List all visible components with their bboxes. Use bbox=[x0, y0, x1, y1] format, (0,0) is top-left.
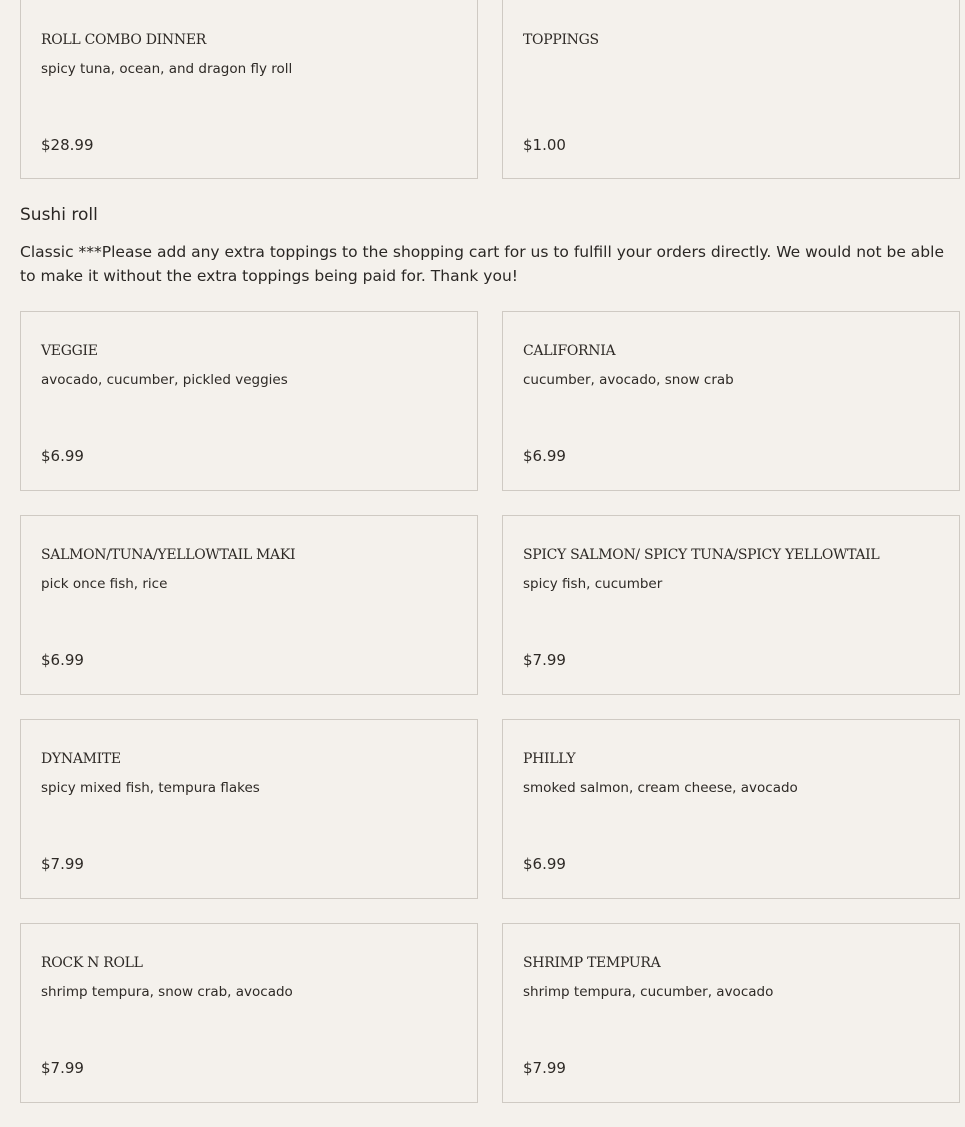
menu-item-price: $7.99 bbox=[523, 651, 566, 669]
menu-item-price: $6.99 bbox=[41, 651, 84, 669]
menu-item-description: spicy tuna, ocean, and dragon fly roll bbox=[41, 61, 293, 77]
menu-item-price: $28.99 bbox=[41, 136, 94, 154]
menu-item-description: spicy mixed fish, tempura flakes bbox=[41, 780, 260, 796]
menu-item-description: cucumber, avocado, snow crab bbox=[523, 372, 734, 388]
menu-item-name: TOPPINGS bbox=[523, 32, 599, 48]
menu-item-price: $6.99 bbox=[523, 447, 566, 465]
menu-item-description: avocado, cucumber, pickled veggies bbox=[41, 372, 288, 388]
section-title: Sushi roll bbox=[20, 205, 98, 225]
menu-item-name: ROCK N ROLL bbox=[41, 955, 143, 971]
menu-item-name: SHRIMP TEMPURA bbox=[523, 955, 661, 971]
menu-item-card[interactable] bbox=[502, 923, 960, 1103]
menu-item-name: ROLL COMBO DINNER bbox=[41, 32, 206, 48]
menu-item-name: SPICY SALMON/ SPICY TUNA/SPICY YELLOWTAIL bbox=[523, 547, 880, 563]
section-description: Classic ***Please add any extra toppings to the shopping cart for us to fulfill your orders directly. We would not be able to make it without the extra toppings being paid for. Thank you! bbox=[20, 243, 944, 285]
menu-item-price: $7.99 bbox=[523, 1059, 566, 1077]
menu-item-description: shrimp tempura, snow crab, avocado bbox=[41, 984, 293, 1000]
menu-item-price: $6.99 bbox=[523, 855, 566, 873]
menu-item-card[interactable] bbox=[20, 515, 478, 695]
menu-item-card[interactable] bbox=[20, 923, 478, 1103]
sushi-roll-grid bbox=[20, 311, 960, 1103]
menu-item-card[interactable] bbox=[502, 515, 960, 695]
menu-item-price: $1.00 bbox=[523, 136, 566, 154]
menu-item-name: CALIFORNIA bbox=[523, 343, 616, 359]
menu-item-description: spicy fish, cucumber bbox=[523, 576, 663, 592]
menu-item-name: VEGGIE bbox=[41, 343, 98, 359]
menu-item-card[interactable] bbox=[20, 0, 478, 179]
menu-item-description: shrimp tempura, cucumber, avocado bbox=[523, 984, 774, 1000]
menu-item-card[interactable] bbox=[502, 0, 960, 179]
menu-item-name: DYNAMITE bbox=[41, 751, 121, 767]
menu-item-price: $6.99 bbox=[41, 447, 84, 465]
menu-item-price: $7.99 bbox=[41, 855, 84, 873]
menu-item-description: smoked salmon, cream cheese, avocado bbox=[523, 780, 798, 796]
menu-item-name: PHILLY bbox=[523, 751, 576, 767]
menu-item-description: pick once fish, rice bbox=[41, 576, 168, 592]
menu-item-card[interactable] bbox=[502, 719, 960, 899]
menu-item-price: $7.99 bbox=[41, 1059, 84, 1077]
menu-item-name: SALMON/TUNA/YELLOWTAIL MAKI bbox=[41, 547, 296, 563]
combo-items-grid bbox=[20, 0, 960, 179]
menu-item-card[interactable] bbox=[502, 311, 960, 491]
menu-item-card[interactable] bbox=[20, 311, 478, 491]
menu-item-card[interactable] bbox=[20, 719, 478, 899]
